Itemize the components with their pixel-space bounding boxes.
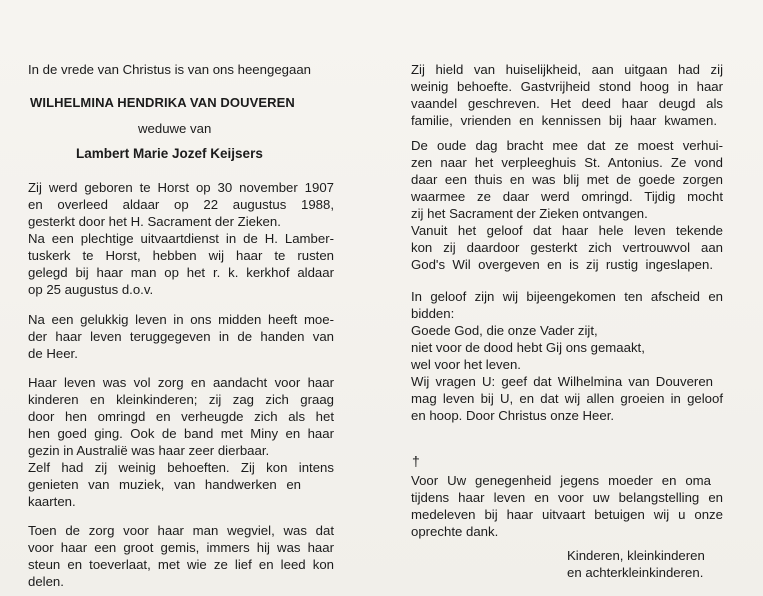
left-p2-line: der haar leven teruggegeven in de handen van xyxy=(28,329,334,344)
left-p4-line: delen. xyxy=(28,574,64,589)
left-p1-line: gesterkt door het H. Sacrament der Zieken. xyxy=(28,214,281,229)
left-p1-line: gelegd bij haar man op het r. k. kerkhof aldaar xyxy=(28,265,334,280)
left-p3-line: kaarten. xyxy=(28,494,76,509)
right-p2-line: kon zij daardoor gesterkt zich vertrouwvol aan xyxy=(411,240,723,255)
left-p3-line: hen goed ging. Ook de band met Miny en haar xyxy=(28,426,334,441)
left-p4-line: Toen de zorg voor haar man wegviel, was dat xyxy=(28,523,334,538)
prayer-line: mag leven bij U, en dat wij allen groeien in geloof xyxy=(411,391,723,406)
deceased-name: WILHELMINA HENDRIKA VAN DOUVEREN xyxy=(30,95,295,110)
prayer-line: niet voor de dood hebt Gij ons gemaakt, xyxy=(411,340,645,355)
prayer-line: Goede God, die onze Vader zijt, xyxy=(411,323,598,338)
left-p1-line: tuskerk te Horst, hebben wij haar te rusten xyxy=(28,248,334,263)
right-p1-line: weinig behoefte. Gastvrijheid stond hoog in haar xyxy=(411,79,723,94)
right-p1-line: vaandel geschreven. Het deed haar deugd als xyxy=(411,96,723,111)
right-p1-line: familie, vrienden en kennissen bij haar kwamen. xyxy=(411,113,717,128)
left-p4-line: voor haar een groot gemis, immers hij was haar xyxy=(28,540,334,555)
left-p2-line: Na een gelukkig leven in ons midden heeft moe- xyxy=(28,312,334,327)
prayer-line: Wij vragen U: geef dat Wilhelmina van Douveren xyxy=(411,374,713,389)
right-p2-line: De oude dag bracht mee dat ze moest verhui- xyxy=(411,138,723,153)
spouse-name: Lambert Marie Jozef Keijsers xyxy=(76,146,263,161)
left-p1-line: op 25 augustus d.o.v. xyxy=(28,282,154,297)
widow-of-label: weduwe van xyxy=(138,121,212,136)
signature-line: Kinderen, kleinkinderen xyxy=(567,548,705,563)
right-p2-line: zij het Sacrament der Zieken ontvangen. xyxy=(411,206,648,221)
thanks-line: medeleven bij haar uitvaart betuigen wij u onze xyxy=(411,507,723,522)
left-p3-line: gezin in Australië was haar zeer dierbaar. xyxy=(28,443,270,458)
right-p3-line: bidden: xyxy=(411,306,455,321)
left-p3-line: kinderen en kleinkinderen; zij zag zich graag xyxy=(28,392,334,407)
intro-line: In de vrede van Christus is van ons heengegaan xyxy=(28,62,311,77)
left-p2-line: de Heer. xyxy=(28,346,78,361)
left-p4-line: steun en toeverlaat, met wie ze lief en leed kon xyxy=(28,557,334,572)
right-p1-line: Zij hield van huiselijkheid, aan uitgaan had zij xyxy=(411,62,723,77)
signature-line: en achterkleinkinderen. xyxy=(567,565,704,580)
left-p1-line: Na een plechtige uitvaartdienst in de H. Lamber- xyxy=(28,231,334,246)
right-p2-line: God's Wil overgeven en is zij rustig ingeslapen. xyxy=(411,257,713,272)
prayer-line: wel voor het leven. xyxy=(411,357,521,372)
left-p1-line: en overleed aldaar op 22 augustus 1988, xyxy=(28,197,334,212)
right-p2-line: Vanuit het geloof dat haar hele leven tekende xyxy=(411,223,723,238)
thanks-line: Voor Uw genegenheid jegens moeder en oma xyxy=(411,473,711,488)
right-p2-line: waarmee ze daar werd omringd. Tijdig mocht xyxy=(411,189,723,204)
left-p1-line: Zij werd geboren te Horst op 30 november 1907 xyxy=(28,180,334,195)
right-p2-line: daar een thuis en was blij met de goede zorgen xyxy=(411,172,723,187)
left-p3-line: Zelf had zij weinig behoeften. Zij kon intens xyxy=(28,460,334,475)
prayer-line: en hoop. Door Christus onze Heer. xyxy=(411,408,615,423)
left-p3-line: genieten van muziek, van handwerken en xyxy=(28,477,301,492)
right-p2-line: zen naar het verpleeghuis St. Antonius. Ze vond xyxy=(411,155,723,170)
right-p3-line: In geloof zijn wij bijeengekomen ten afscheid en xyxy=(411,289,723,304)
left-p3-line: door hen omringd en verheugde zich als het xyxy=(28,409,334,424)
thanks-line: tijdens haar leven en voor uw belangstelling en xyxy=(411,490,723,505)
left-p3-line: Haar leven was vol zorg en aandacht voor haar xyxy=(28,375,334,390)
cross-symbol: † xyxy=(412,453,420,469)
thanks-line: oprechte dank. xyxy=(411,524,499,539)
